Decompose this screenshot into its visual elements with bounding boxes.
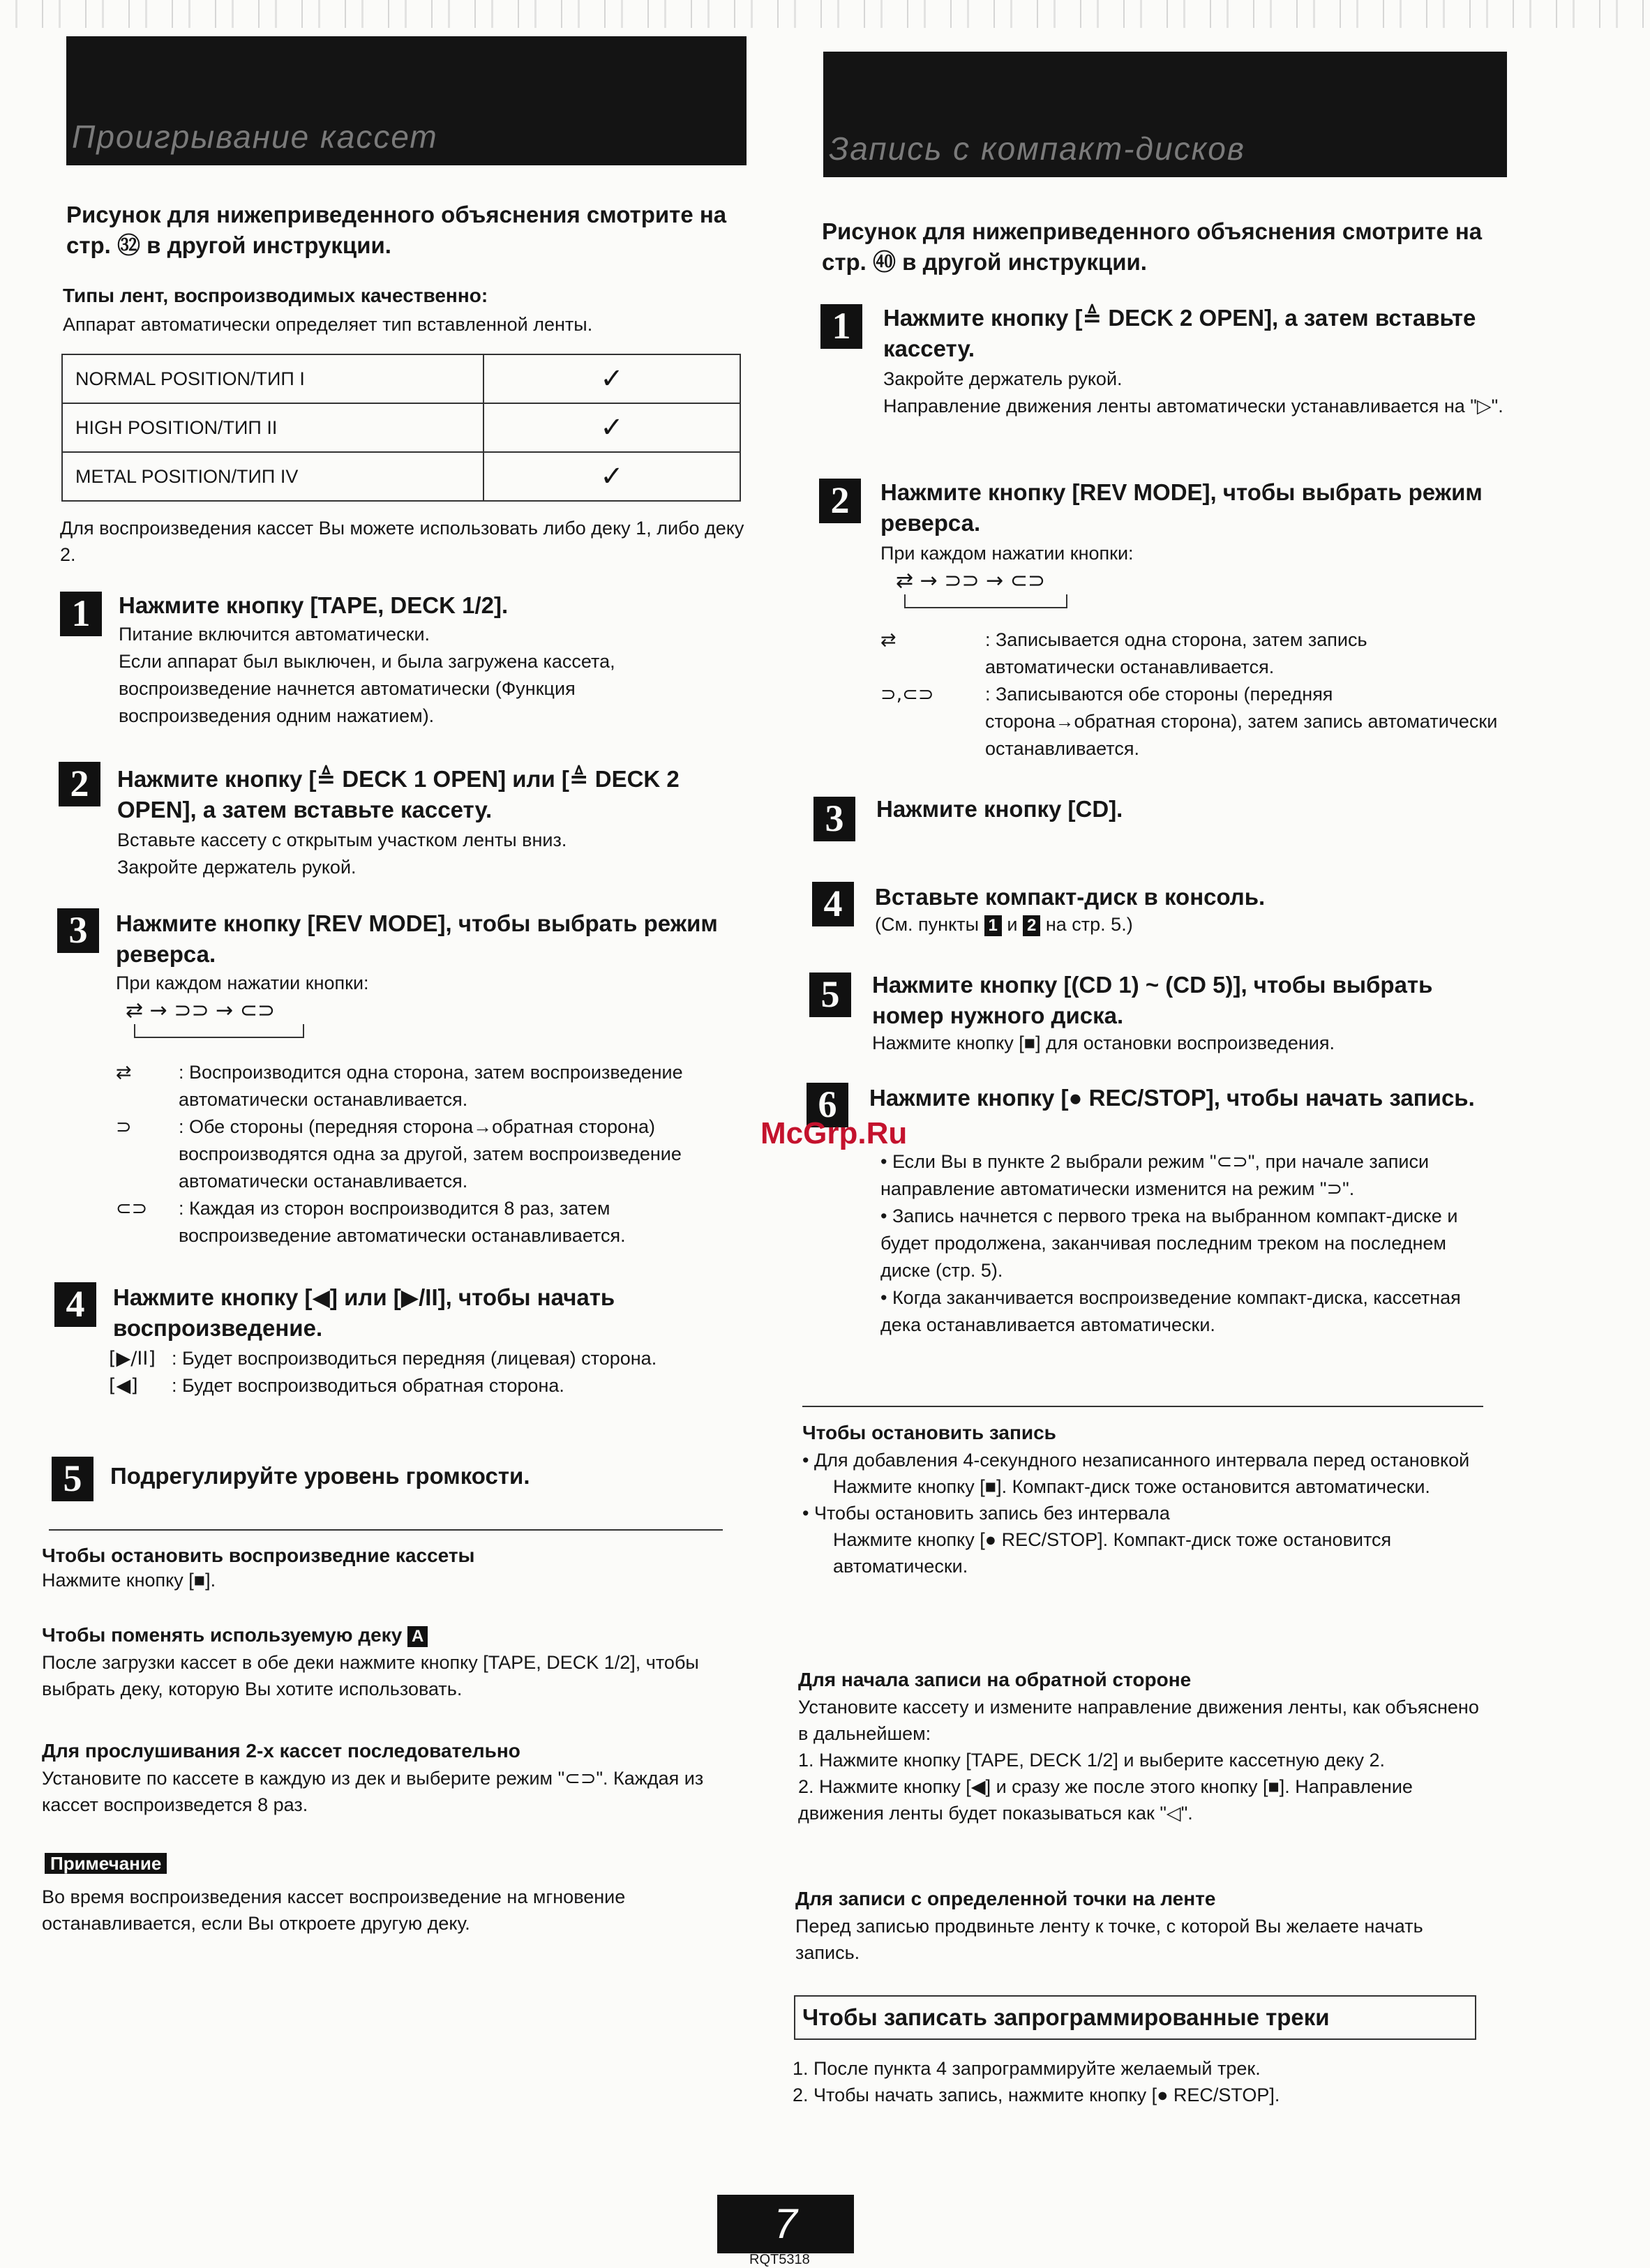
step-number: 4 — [54, 1282, 96, 1327]
step-line: Направление движения ленты автоматически устанавливается на "▷". — [883, 396, 1503, 416]
rev-symbol: ⇄ — [116, 1062, 132, 1083]
tape-types-desc: Аппарат автоматически определяет тип вставленной ленты. — [63, 314, 593, 335]
tape-types-table — [61, 354, 741, 502]
play-symbol: [◀] — [109, 1375, 138, 1397]
program-record-steps — [793, 2055, 1476, 2108]
stop-record-body — [802, 1447, 1486, 1579]
table-row — [62, 452, 740, 501]
top-scan-noise — [0, 0, 1650, 28]
play-symbol: [▶/II] — [109, 1348, 156, 1369]
step-number: 3 — [57, 908, 99, 953]
left-section-banner — [66, 36, 747, 165]
table-row — [62, 354, 740, 403]
list-item — [880, 626, 1501, 681]
rev-cycle-line — [904, 594, 1067, 608]
step-line: При каждом нажатии кнопки: — [116, 972, 369, 993]
step-title: Нажмите кнопку [REV MODE], чтобы выбрать режим реверса. — [116, 910, 718, 967]
step-line: (См. пункты — [875, 914, 979, 935]
step-body — [875, 911, 1496, 938]
reverse-record-body — [798, 1694, 1482, 1826]
step-number: 1 — [820, 304, 862, 349]
step-title: Нажмите кнопку [◀] или [▶/II], чтобы начать воспроизведение. — [113, 1284, 615, 1341]
play-mode-list — [109, 1345, 737, 1399]
list-item — [116, 1059, 730, 1113]
bullet-item: • Если Вы в пункте 2 выбрали режим "⊂⊃", при начале записи направление автоматически изменится на режим "⊃". — [880, 1151, 1430, 1199]
step-line: и — [1007, 914, 1018, 935]
step6-bullets — [880, 1148, 1494, 1339]
list-item: Установите кассету и измените направление движения ленты, как объяснено в дальнейшем: — [798, 1697, 1479, 1744]
list-item — [109, 1345, 737, 1372]
change-deck-title — [42, 1623, 726, 1648]
rev-desc: : Записывается одна сторона, затем запись автоматически останавливается. — [985, 629, 1367, 677]
rev-cycle-line — [134, 1024, 304, 1038]
bullet-item: • Чтобы остановить запись без интервала — [802, 1503, 1170, 1524]
note-text: Во время воспроизведения кассет воспроизведение на мгновение останавливается, если Вы откроете другую деку. — [42, 1886, 626, 1934]
step-body — [116, 970, 730, 1038]
left-banner-title: Проигрывание кассет — [72, 119, 438, 155]
step-body — [119, 621, 733, 730]
deck-ref-box: A — [407, 1626, 428, 1647]
step-number: 3 — [813, 797, 855, 841]
bullet-detail: Нажмите кнопку [■]. Компакт-диск тоже остановится автоматически. — [833, 1476, 1430, 1497]
step-number: 2 — [819, 479, 861, 523]
tape-type-cell: HIGH POSITION/ТИП II — [62, 403, 483, 452]
tape-types-title: Типы лент, воспроизводимых качественно: — [63, 285, 488, 306]
play-desc: : Будет воспроизводиться передняя (лицевая) сторона. — [172, 1348, 657, 1369]
bullet-item: • Когда заканчивается воспроизведение компакт-диска, кассетная дека останавливается автоматически. — [880, 1287, 1461, 1335]
list-item: 2. Нажмите кнопку [◀] и сразу же после этого кнопку [■]. Направление движения ленты будет показываться как "◁". — [798, 1776, 1413, 1824]
stop-playback-title: Чтобы остановить воспроизведние кассеты — [42, 1545, 475, 1566]
sequential-title: Для прослушивания 2-х кассет последовательно — [42, 1740, 520, 1762]
step-line: Закройте держатель рукой. — [883, 368, 1123, 389]
bullet-item: • Для добавления 4-секундного незаписанного интервала перед остановкой — [802, 1450, 1470, 1471]
rev-desc: : Воспроизводится одна сторона, затем воспроизведение автоматически останавливается. — [179, 1062, 683, 1110]
note-tag — [45, 1850, 167, 1877]
divider — [49, 1529, 723, 1531]
table-row — [62, 403, 740, 452]
list-item — [116, 1195, 730, 1249]
list-item: 1. После пункта 4 запрограммируйте желаемый трек. — [793, 2058, 1261, 2079]
left-intro: Рисунок для нижеприведенного объяснения смотрите на стр. ㉜ в другой инструкции. — [66, 202, 727, 258]
step-body — [883, 366, 1504, 420]
rev-mode-list — [116, 1059, 730, 1249]
step-title: Вставьте компакт-диск в консоль. — [875, 884, 1266, 910]
change-deck-text: После загрузки кассет в обе деки нажмите кнопку [TAPE, DECK 1/2], чтобы выбрать деку, которую Вы хотите использовать. — [42, 1652, 699, 1699]
doc-code: RQT5318 — [749, 2252, 810, 2267]
step-number: 2 — [59, 762, 100, 806]
list-item: 2. Чтобы начать запись, нажмите кнопку [● REC/STOP]. — [793, 2085, 1280, 2105]
step-line: Питание включится автоматически. — [119, 624, 430, 645]
rev-mode-sequence: ⇄ → ⊃⊃ → ⊂⊃ — [126, 998, 276, 1023]
program-record-heading: Чтобы записать запрограммированные треки — [794, 1995, 1476, 2040]
sequential-text: Установите по кассете в каждую из дек и выберите режим "⊂⊃". Каждая из кассет воспроизведется 8 раз. — [42, 1768, 704, 1815]
step-title: Нажмите кнопку [(CD 1) ~ (CD 5)], чтобы выбрать номер нужного диска. — [872, 972, 1433, 1028]
page-number: 7 — [717, 2195, 854, 2253]
rev-mode-list — [880, 626, 1501, 763]
check-icon: ✓ — [483, 354, 740, 403]
record-point-title: Для записи с определенной точки на ленте — [795, 1888, 1216, 1909]
after-table-text: Для воспроизведения кассет Вы можете использовать либо деку 1, либо деку 2. — [60, 518, 744, 565]
bullet-detail: Нажмите кнопку [● REC/STOP]. Компакт-диск тоже остановится автоматически. — [833, 1529, 1392, 1577]
rev-symbol: ⇄ — [880, 629, 897, 651]
list-item — [116, 1113, 730, 1195]
rev-symbol: ⊃ — [116, 1116, 132, 1138]
step-number: 5 — [52, 1457, 93, 1501]
step-line: Если аппарат был выключен, и была загружена кассета, воспроизведение начнется автоматически (Функция воспроизведения одним нажатием). — [119, 651, 615, 726]
reverse-record-title: Для начала записи на обратной стороне — [798, 1669, 1192, 1690]
rev-desc: : Обе стороны (передняя сторона→обратная сторона) воспроизводятся одна за другой, затем воспроизведение автоматически останавливается. — [179, 1116, 682, 1192]
right-intro: Рисунок для нижеприведенного объяснения смотрите на стр. ㊵ в другой инструкции. — [822, 218, 1483, 275]
right-section-banner — [823, 52, 1507, 177]
rev-desc: : Записываются обе стороны (передняя сторона→обратная сторона), затем запись автоматически останавливается. — [985, 684, 1498, 759]
divider — [802, 1406, 1483, 1407]
stop-playback-text: Нажмите кнопку [■]. — [42, 1570, 216, 1591]
step-title: Нажмите кнопку [REV MODE], чтобы выбрать режим реверса. — [880, 479, 1483, 536]
step-title: Нажмите кнопку [≜ DECK 2 OPEN], а затем вставьте кассету. — [883, 305, 1476, 361]
step-title: Нажмите кнопку [● REC/STOP], чтобы начать запись. — [869, 1085, 1475, 1111]
tape-type-cell: NORMAL POSITION/ТИП I — [62, 354, 483, 403]
step-number: 4 — [812, 882, 854, 926]
step-number: 6 — [807, 1083, 848, 1127]
check-icon: ✓ — [483, 452, 740, 501]
bullet-item: • Запись начнется с первого трека на выбранном компакт-диске и будет продолжена, заканчивая последним треком на последнем диске (стр. 5). — [880, 1206, 1458, 1281]
step-line: Закройте держатель рукой. — [117, 857, 357, 878]
step-body: Нажмите кнопку [■] для остановки воспроизведения. — [872, 1032, 1335, 1053]
step-ref-box: 2 — [1023, 915, 1040, 936]
right-banner-title: Запись с компакт-дисков — [829, 130, 1245, 167]
stop-record-title: Чтобы остановить запись — [802, 1422, 1056, 1443]
list-item — [880, 681, 1501, 763]
step-body — [117, 827, 731, 881]
change-deck-title-text: Чтобы поменять используемую деку — [42, 1624, 403, 1646]
play-desc: : Будет воспроизводиться обратная сторона. — [172, 1375, 564, 1396]
rev-symbol: ⊂⊃ — [116, 1198, 148, 1219]
step-title: Подрегулируйте уровень громкости. — [110, 1463, 530, 1489]
rev-desc: : Каждая из сторон воспроизводится 8 раз, затем воспроизведение автоматически останавливается. — [179, 1198, 626, 1246]
list-item: 1. Нажмите кнопку [TAPE, DECK 1/2] и выберите кассетную деку 2. — [798, 1750, 1386, 1771]
rev-symbol: ⊃,⊂⊃ — [880, 684, 934, 705]
step-title: Нажмите кнопку [TAPE, DECK 1/2]. — [119, 592, 509, 618]
step-body — [880, 540, 1501, 608]
step-ref-box: 1 — [984, 915, 1002, 936]
step-number: 5 — [809, 972, 851, 1017]
watermark: McGrp.Ru — [760, 1116, 908, 1150]
tape-type-cell: METAL POSITION/ТИП IV — [62, 452, 483, 501]
record-point-text: Перед записью продвиньте ленту к точке, с которой Вы желаете начать запись. — [795, 1916, 1423, 1963]
list-item — [109, 1372, 737, 1399]
step-title: Нажмите кнопку [CD]. — [876, 796, 1123, 822]
note-tag-label: Примечание — [45, 1853, 167, 1874]
step-title: Нажмите кнопку [≜ DECK 1 OPEN] или [≜ DECK 2 OPEN], а затем вставьте кассету. — [117, 766, 680, 823]
rev-mode-sequence: ⇄ → ⊃⊃ → ⊂⊃ — [896, 569, 1046, 593]
step-number: 1 — [60, 592, 102, 636]
step-line: Вставьте кассету с открытым участком ленты вниз. — [117, 829, 567, 850]
step-line: на стр. 5.) — [1045, 914, 1133, 935]
step-line: При каждом нажатии кнопки: — [880, 543, 1134, 564]
check-icon: ✓ — [483, 403, 740, 452]
